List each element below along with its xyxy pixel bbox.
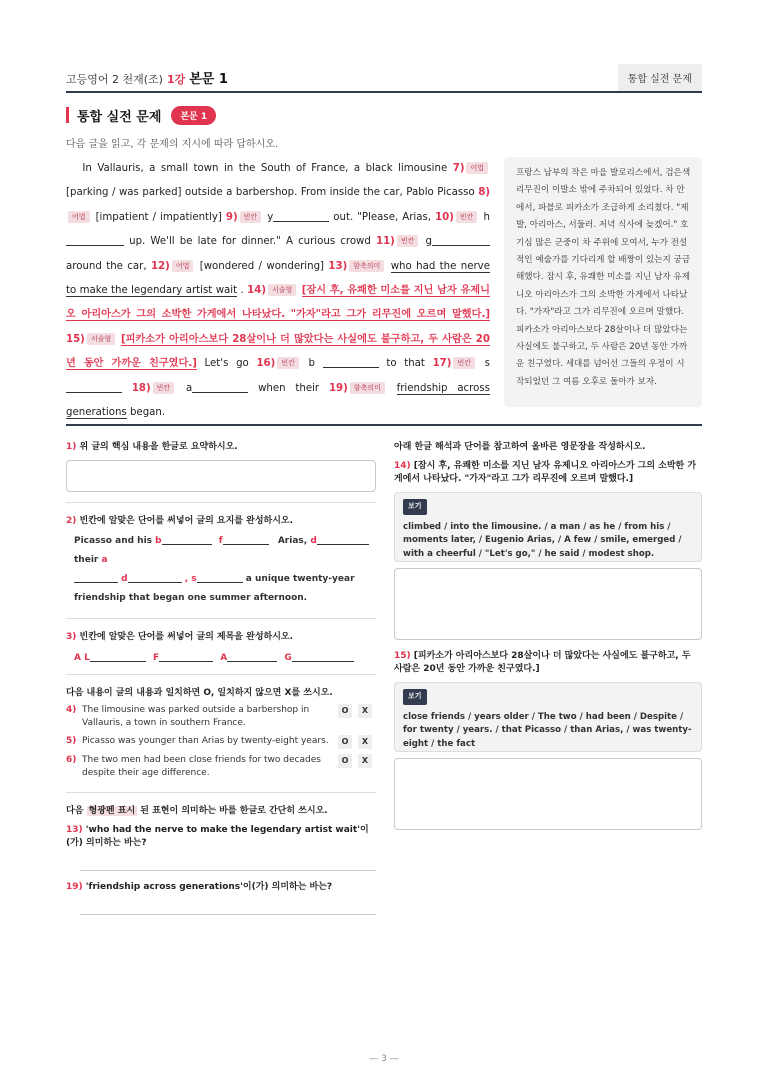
blank-line[interactable] — [66, 381, 122, 393]
summary-answer-box[interactable] — [66, 460, 376, 492]
question-label: 어법 — [466, 162, 488, 174]
ox-item-text: Picasso was younger than Arias by twenty-eight years. — [82, 736, 329, 746]
question-label: 빈칸 — [456, 211, 478, 223]
question-text: [피카소가 아리아스보다 28살이나 더 많았다는 사실에도 불구하고, 두 사람은 20년 동안 가까운 친구였다.] — [394, 651, 691, 674]
gist-text: friendship that began one summer afternoon. — [74, 593, 308, 603]
ox-item — [66, 704, 376, 730]
blank-line[interactable] — [323, 356, 379, 368]
blank-hint: b — [155, 536, 162, 546]
o-option[interactable]: O — [338, 754, 352, 768]
grammar-choice: [wondered / wondering] — [199, 260, 325, 272]
question-label: 어법 — [172, 260, 194, 272]
hint-label: 보기 — [403, 499, 427, 515]
question-number: 14) — [247, 285, 267, 297]
hint-words: climbed / into the limousine. / a man / as he / from his / moments later, / Eugenio Arias, / A few / smile, emerged / with a cheerful / "Let's go," / he said / modest shop. — [403, 521, 682, 559]
korean-prompt: [피카소가 아리아스보다 28살이나 더 많았다는 사실에도 불구하고, 두 사람은 20년 동안 가까운 친구였다.] — [66, 333, 490, 370]
blank-line[interactable] — [432, 234, 490, 246]
highlighted-expression: friendship across generations — [66, 382, 490, 419]
blank-hint: b — [308, 358, 315, 370]
passage-text: In Vallauris, a small town in the South of France, a black limousine — [82, 163, 448, 174]
instruction-text: 된 표현이 의미하는 바를 한글로 간단히 쓰시오. — [140, 806, 328, 816]
question-text: 빈칸에 알맞은 단어를 써넣어 글의 요지를 완성하시오. — [79, 516, 294, 526]
breadcrumb — [66, 68, 228, 87]
question-label: 함축의미 — [349, 260, 384, 272]
blank-hint: F — [152, 653, 160, 663]
question-19 — [66, 879, 376, 892]
question-label: 빈칸 — [453, 357, 475, 369]
question-number: 15) — [394, 651, 411, 661]
gist-text: Arias, — [277, 536, 308, 546]
separator — [66, 792, 376, 793]
question-number: 2) — [66, 516, 77, 526]
question-label: 어법 — [68, 211, 90, 223]
question-number: 16) — [256, 358, 276, 370]
gist-text: Picasso and his — [74, 536, 153, 546]
writing-answer-box[interactable] — [394, 758, 702, 830]
implied-instruction — [66, 803, 376, 816]
ox-item — [66, 754, 376, 780]
blank-hint: g — [425, 236, 432, 248]
question-number: 14) — [394, 461, 411, 471]
answer-line[interactable] — [80, 914, 376, 915]
question-13 — [66, 824, 376, 850]
question-label: 서술형 — [87, 333, 115, 345]
section-pill: 본문 1 — [171, 106, 216, 125]
ox-instruction: 다음 내용이 글의 내용과 일치하면 O, 일치하지 않으면 X를 쓰시오. — [66, 688, 333, 698]
blank-line[interactable] — [162, 533, 212, 545]
question-text: 'friendship across generations'이(가) 의미하는 바는? — [85, 882, 333, 892]
blank-hint: A — [220, 653, 228, 663]
blank-line[interactable] — [159, 650, 213, 662]
accent-bar — [66, 107, 69, 123]
question-14 — [394, 460, 702, 486]
ox-item-number: 5) — [66, 736, 77, 746]
word-hint-box — [394, 492, 702, 562]
question-number: 11) — [376, 236, 395, 248]
korean-prompt: [잠시 후, 유쾌한 미소를 지닌 남자 유제니오 아리아스가 그의 소박한 가게에서 나타났다. "가자"라고 그가 리무진에 오르며 말했다.] — [66, 285, 490, 321]
page-number: — 3 — — [369, 1054, 399, 1064]
question-number: 7) — [452, 163, 465, 174]
blank-hint: , s — [184, 574, 197, 584]
o-option[interactable]: O — [338, 704, 352, 718]
blank-hint: d — [121, 574, 128, 584]
lesson-label: 1강 — [166, 73, 186, 86]
question-number: 10) — [435, 211, 454, 223]
ox-item-number: 4) — [66, 705, 77, 715]
word-hint-box — [394, 682, 702, 752]
translation-box: 프랑스 남부의 작은 마을 발로리스에서, 검은색 리무진이 이발소 밖에 주차되어 있었다. 차 안에서, 파블로 피카소가 조급하게 소리쳤다. "제발, 아리아스, 서둘러. 저녁 식사에 늦겠어." 호기심 많은 군중이 차 주위에 모여서, 누가 전설적인 예술가를 기다리게 할 배짱이 있는지 궁금해했다. 잠시 후, 유쾌한 미소를 지닌 남자 유제니오 아리아스가 그의 소박한 가게에서 나타났다. "가자"라고 그가 리무진에 오르며 말했다. 피카소가 아리아스보다 28살이나 더 많았다는 사실에도 불구하고, 두 사람은 20년 동안 가까운 친구였다. 세대를 넘어선 그들의 우정이 시작되었던 그 여름 오후로 돌아가 보자. — [504, 157, 702, 407]
passage-text: when their — [258, 382, 320, 394]
section-title-text: 통합 실전 문제 — [77, 109, 162, 125]
question-number: 3) — [66, 632, 77, 642]
question-15 — [394, 650, 702, 676]
writing-instruction: 아래 한글 해석과 단어를 참고하여 올바른 영문장을 작성하시오. — [394, 442, 646, 452]
instruction-text: 다음 — [66, 806, 84, 816]
question-number: 19) — [328, 382, 348, 394]
blank-line[interactable] — [74, 571, 118, 583]
question-text: [잠시 후, 유쾌한 미소를 지닌 남자 유제니오 아리아스가 그의 소박한 가게에서 나타났다. "가자"라고 그가 리무진에 오르며 말했다.] — [394, 461, 697, 484]
section-instruction: 다음 글을 읽고, 각 문제의 지시에 따라 답하시오. — [66, 139, 279, 150]
blank-hint: d — [310, 536, 317, 546]
question-label: 빈칸 — [153, 382, 175, 394]
section-divider — [66, 424, 702, 426]
question-number: 8) — [478, 187, 490, 199]
question-number: 15) — [66, 333, 85, 345]
ox-item-text: The two men had been close friends for two decades despite their age difference. — [82, 755, 321, 778]
question-number: 18) — [131, 382, 151, 394]
blank-line[interactable] — [66, 234, 124, 246]
question-number: 1) — [66, 442, 77, 452]
answer-line[interactable] — [80, 870, 376, 871]
blank-line[interactable] — [90, 650, 146, 662]
passage-text: Let's go — [204, 358, 249, 370]
question-2 — [66, 513, 376, 526]
passage-text: up. We'll be late for dinner." A curious crowd — [129, 236, 371, 248]
highlight-sample: 형광펜 표시 — [88, 806, 136, 816]
question-label: 함축의미 — [350, 382, 385, 394]
question-number: 19) — [66, 882, 83, 892]
blank-line[interactable] — [197, 571, 243, 583]
ox-item-text: The limousine was parked outside a barbershop in Vallauris, a town in southern France. — [82, 705, 310, 728]
textbook-label: 고등영어 2 천재(조) — [66, 73, 163, 86]
blank-hint: s — [484, 358, 490, 370]
gist-text: their — [74, 555, 99, 565]
question-1 — [66, 439, 376, 452]
question-number: 13) — [66, 825, 83, 835]
separator — [66, 618, 376, 619]
page-header — [66, 64, 702, 92]
blank-line[interactable] — [227, 650, 277, 662]
question-number: 9) — [225, 211, 238, 223]
grammar-choice: [impatient / impatiently] — [95, 211, 222, 223]
passage-text: outside a barbershop. From inside the car, Pablo Picasso — [185, 187, 475, 199]
question-label: 빈칸 — [397, 235, 419, 247]
hint-words: close friends / years older / The two / had been / Despite / for twenty / years. / that Picasso / than Arias, / was twenty-eight / the fact — [403, 711, 692, 749]
blank-line[interactable] — [128, 571, 182, 583]
blank-hint: a — [101, 555, 108, 565]
separator — [66, 502, 376, 503]
question-label: 빈칸 — [277, 357, 299, 369]
blank-hint: y — [267, 211, 274, 223]
passage-text: began. — [129, 407, 166, 419]
blank-hint: A L — [74, 653, 90, 663]
title-blanks — [66, 650, 376, 663]
blank-hint: h — [483, 211, 490, 223]
passage-text: around the car, — [66, 260, 147, 272]
question-text: 위 글의 핵심 내용을 한글로 요약하시오. — [79, 442, 238, 452]
ox-list — [66, 704, 376, 780]
blank-hint: G — [284, 653, 292, 663]
x-option[interactable]: X — [358, 735, 372, 749]
question-number: 12) — [150, 260, 170, 272]
passage-text: . — [240, 285, 244, 297]
passage-text: out. "Please, Arias, — [333, 211, 432, 223]
passage-text: to that — [386, 358, 425, 370]
x-option[interactable]: X — [358, 754, 372, 768]
o-option[interactable]: O — [338, 735, 352, 749]
header-tag: 통합 실전 문제 — [618, 64, 702, 91]
writing-answer-box[interactable] — [394, 568, 702, 640]
left-column — [66, 434, 376, 915]
question-label: 빈칸 — [240, 211, 262, 223]
unit-title: 본문 1 — [189, 72, 228, 87]
question-number: 13) — [328, 260, 348, 272]
blank-line[interactable] — [223, 533, 269, 545]
question-text: 빈칸에 알맞은 단어를 써넣어 글의 제목을 완성하시오. — [79, 632, 294, 642]
blank-line[interactable] — [273, 210, 329, 222]
grammar-choice: [parking / was parked] — [66, 187, 182, 199]
question-3 — [66, 629, 376, 642]
header-divider — [66, 91, 702, 93]
question-label: 서술형 — [268, 284, 296, 296]
ox-item — [66, 735, 376, 749]
ox-item-number: 6) — [66, 755, 77, 765]
section-title — [66, 106, 216, 124]
gist-text: a unique twenty-year — [245, 574, 355, 584]
passage — [66, 157, 490, 425]
blank-line[interactable] — [292, 650, 354, 662]
question-number: 17) — [432, 358, 452, 370]
separator — [66, 674, 376, 675]
blank-line[interactable] — [317, 533, 369, 545]
right-column — [394, 434, 702, 830]
blank-hint: f — [218, 536, 223, 546]
question-text: 'who had the nerve to make the legendary artist wait'이(가) 의미하는 바는? — [66, 825, 369, 848]
x-option[interactable]: X — [358, 704, 372, 718]
hint-label: 보기 — [403, 689, 427, 705]
highlighted-expression: who had the nerve to make the legendary artist wait — [66, 260, 490, 297]
blank-hint: a — [186, 382, 193, 394]
blank-line[interactable] — [192, 381, 248, 393]
gist-sentence — [66, 532, 376, 608]
